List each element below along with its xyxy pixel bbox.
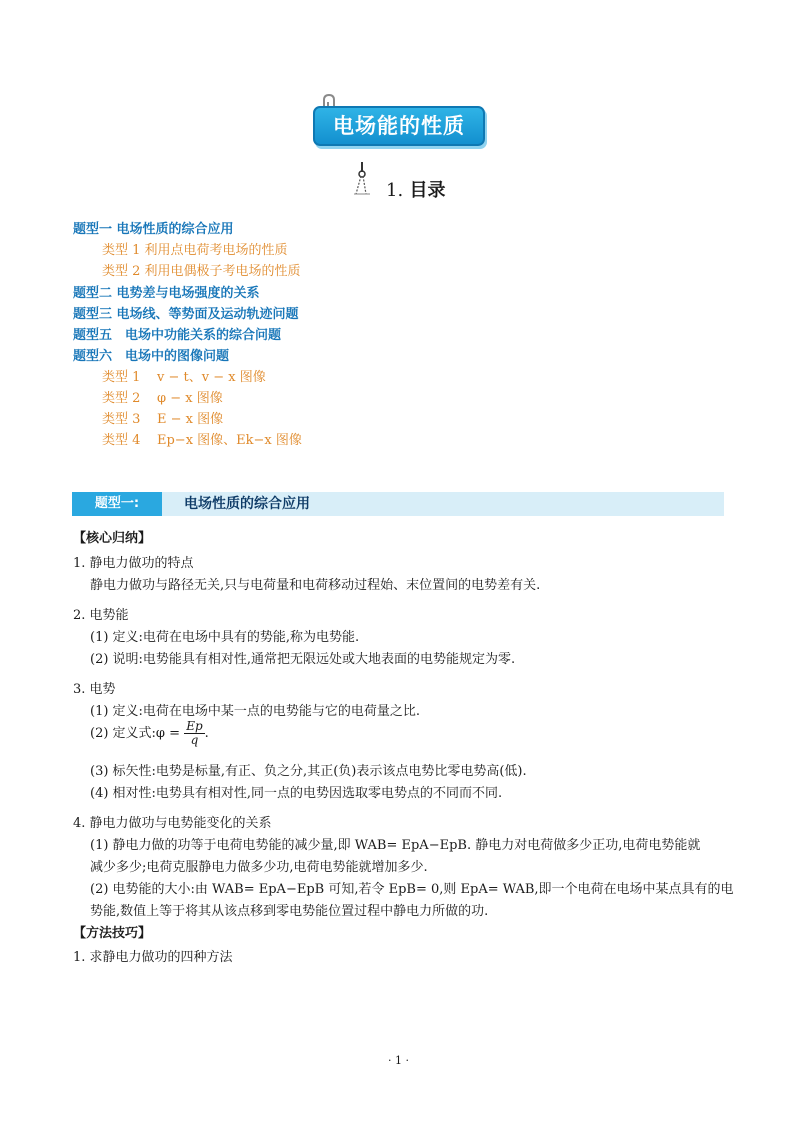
point-body: 减少多少;电荷克服静电力做多少功,电荷电势能就增加多少. (90, 860, 428, 875)
point-body: 静电力做功与路径无关,只与电荷量和电荷移动过程始、末位置间的电势差有关. (90, 578, 541, 593)
point-body: (1) 定义:电荷在电场中具有的势能,称为电势能. (90, 630, 360, 645)
toc-item[interactable]: 题型三 电场线、等势面及运动轨迹问题 (73, 307, 299, 322)
toc-heading-text: 目录 (409, 180, 446, 201)
point-body: (4) 相对性:电势具有相对性,同一点的电势因选取零电势点的不同而不同. (90, 786, 503, 801)
toc-sub-label: 类型 2 (102, 391, 141, 406)
toc-sub-item[interactable] (102, 387, 223, 406)
toc-item[interactable]: 题型一 电场性质的综合应用 (73, 222, 234, 237)
page-title: 电场能的性质 (313, 106, 485, 146)
fraction-denominator: q (190, 733, 199, 747)
point-body: (1) 定义:电荷在电场中某一点的电势能与它的电荷量之比. (90, 704, 421, 719)
toc-item[interactable]: 题型六 电场中的图像问题 (73, 349, 230, 364)
toc-heading-number: 1. (386, 180, 404, 201)
toc-sub-text: φ − x 图像 (157, 391, 223, 406)
toc-sub-text: E − x 图像 (157, 412, 224, 427)
toc-sub-item[interactable] (102, 366, 266, 385)
toc-sub-text: v − t、v − x 图像 (157, 370, 266, 385)
point-title: 3. 电势 (73, 682, 116, 697)
fraction (184, 720, 204, 747)
point-title: 2. 电势能 (73, 608, 129, 623)
method-heading: 【方法技巧】 (73, 926, 152, 941)
point-title: 4. 静电力做功与电势能变化的关系 (73, 816, 272, 831)
formula-prefix: (2) 定义式:φ = (90, 726, 181, 741)
section-tag: 题型一: (72, 492, 162, 516)
section-title: 电场性质的综合应用 (184, 496, 310, 512)
core-heading: 【核心归纳】 (73, 531, 152, 546)
toc-item[interactable]: 题型二 电势差与电场强度的关系 (73, 286, 260, 301)
toc-item[interactable]: 题型五 电场中功能关系的综合问题 (73, 328, 282, 343)
point-title: 1. 静电力做功的特点 (73, 556, 194, 571)
page-number: · 1 · (388, 1054, 409, 1067)
toc-sub-item[interactable] (102, 429, 302, 448)
point-body: (3) 标矢性:电势是标量,有正、负之分,其正(负)表示该点电势比零电势高(低). (90, 764, 527, 779)
formula-line: (2) 定义式:φ = $\frac{Ep}{q}$ . (90, 719, 209, 747)
toc-sub-item[interactable]: 类型 1 利用点电荷考电场的性质 (102, 243, 288, 258)
toc-sub-item[interactable]: 类型 2 利用电偶极子考电场的性质 (102, 264, 301, 279)
fraction-numerator: Ep (186, 719, 203, 733)
toc-sub-label: 类型 3 (102, 412, 141, 427)
toc-sub-label: 类型 1 (102, 370, 141, 385)
point-title: 1. 求静电力做功的四种方法 (73, 950, 233, 965)
toc-sub-label: 类型 4 (102, 433, 141, 448)
section-header (72, 492, 724, 516)
toc-sub-item[interactable] (102, 408, 223, 427)
point-body: (2) 电势能的大小:由 WAB= EpA−EpB 可知,若令 EpB= 0,则 EpA= WAB,即一个电荷在电场中某点具有的电 (90, 882, 734, 897)
point-body: 势能,数值上等于将其从该点移到零电势能位置过程中静电力所做的功. (90, 904, 489, 919)
point-body: (1) 静电力做的功等于电荷电势能的减少量,即 WAB= EpA−EpB. 静电力对电荷做多少正功,电荷电势能就 (90, 838, 701, 853)
point-body: (2) 说明:电势能具有相对性,通常把无限远处或大地表面的电势能规定为零. (90, 652, 516, 667)
compass-icon (352, 160, 372, 196)
toc-sub-text: Ep−x 图像、Ek−x 图像 (157, 433, 302, 448)
toc-heading (386, 176, 445, 202)
